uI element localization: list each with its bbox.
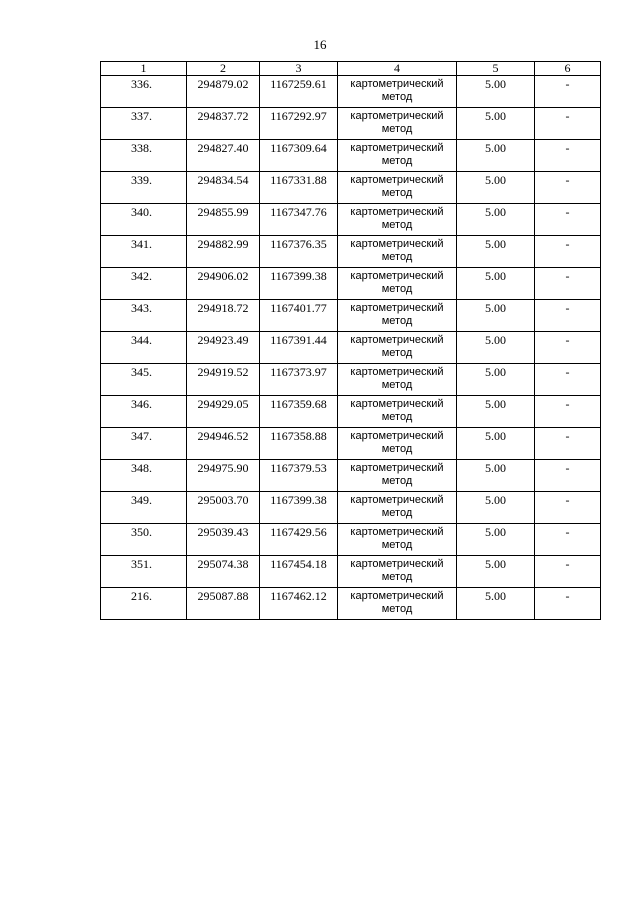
x-coordinate-cell: 294919.52: [187, 364, 260, 396]
table-row: [101, 300, 601, 332]
x-coordinate-cell: 294834.54: [187, 172, 260, 204]
accuracy-cell: 5.00: [457, 396, 535, 428]
coordinates-table: [100, 61, 601, 620]
method-cell: картометрический метод: [338, 332, 457, 364]
table-body: [101, 76, 601, 620]
description-cell: -: [535, 588, 601, 620]
description-cell: -: [535, 108, 601, 140]
y-coordinate-cell: 1167347.76: [260, 204, 338, 236]
header-cell-5: 5: [457, 62, 535, 76]
y-coordinate-cell: 1167309.64: [260, 140, 338, 172]
point-number-cell: 350.: [101, 524, 187, 556]
x-coordinate-cell: 295003.70: [187, 492, 260, 524]
accuracy-cell: 5.00: [457, 236, 535, 268]
table-row: [101, 396, 601, 428]
accuracy-cell: 5.00: [457, 460, 535, 492]
y-coordinate-cell: 1167391.44: [260, 332, 338, 364]
point-number-cell: 340.: [101, 204, 187, 236]
description-cell: -: [535, 460, 601, 492]
accuracy-cell: 5.00: [457, 588, 535, 620]
point-number-cell: 346.: [101, 396, 187, 428]
table-row: [101, 364, 601, 396]
header-cell-1: 1: [101, 62, 187, 76]
description-cell: -: [535, 332, 601, 364]
y-coordinate-cell: 1167376.35: [260, 236, 338, 268]
method-cell: картометрический метод: [338, 588, 457, 620]
table-row: [101, 236, 601, 268]
description-cell: -: [535, 172, 601, 204]
description-cell: -: [535, 492, 601, 524]
table-row: [101, 76, 601, 108]
header-cell-6: 6: [535, 62, 601, 76]
accuracy-cell: 5.00: [457, 268, 535, 300]
table-header: [101, 62, 601, 76]
description-cell: -: [535, 428, 601, 460]
y-coordinate-cell: 1167259.61: [260, 76, 338, 108]
description-cell: -: [535, 140, 601, 172]
method-cell: картометрический метод: [338, 428, 457, 460]
header-cell-3: 3: [260, 62, 338, 76]
header-row: [101, 62, 601, 76]
accuracy-cell: 5.00: [457, 140, 535, 172]
method-cell: картометрический метод: [338, 268, 457, 300]
accuracy-cell: 5.00: [457, 524, 535, 556]
table-row: [101, 108, 601, 140]
x-coordinate-cell: 294879.02: [187, 76, 260, 108]
accuracy-cell: 5.00: [457, 364, 535, 396]
x-coordinate-cell: 294837.72: [187, 108, 260, 140]
table-row: [101, 428, 601, 460]
y-coordinate-cell: 1167379.53: [260, 460, 338, 492]
page-number: 16: [313, 37, 327, 52]
accuracy-cell: 5.00: [457, 492, 535, 524]
table-row: [101, 492, 601, 524]
method-cell: картометрический метод: [338, 524, 457, 556]
y-coordinate-cell: 1167399.38: [260, 492, 338, 524]
method-cell: картометрический метод: [338, 76, 457, 108]
table-row: [101, 204, 601, 236]
accuracy-cell: 5.00: [457, 428, 535, 460]
accuracy-cell: 5.00: [457, 204, 535, 236]
accuracy-cell: 5.00: [457, 108, 535, 140]
x-coordinate-cell: 295039.43: [187, 524, 260, 556]
table-row: [101, 524, 601, 556]
y-coordinate-cell: 1167429.56: [260, 524, 338, 556]
method-cell: картометрический метод: [338, 236, 457, 268]
method-cell: картометрический метод: [338, 556, 457, 588]
accuracy-cell: 5.00: [457, 332, 535, 364]
description-cell: -: [535, 76, 601, 108]
point-number-cell: 216.: [101, 588, 187, 620]
x-coordinate-cell: 294923.49: [187, 332, 260, 364]
description-cell: -: [535, 268, 601, 300]
point-number-cell: 351.: [101, 556, 187, 588]
x-coordinate-cell: 295074.38: [187, 556, 260, 588]
description-cell: -: [535, 364, 601, 396]
y-coordinate-cell: 1167454.18: [260, 556, 338, 588]
x-coordinate-cell: 294882.99: [187, 236, 260, 268]
y-coordinate-cell: 1167292.97: [260, 108, 338, 140]
accuracy-cell: 5.00: [457, 300, 535, 332]
method-cell: картометрический метод: [338, 140, 457, 172]
point-number-cell: 344.: [101, 332, 187, 364]
y-coordinate-cell: 1167399.38: [260, 268, 338, 300]
accuracy-cell: 5.00: [457, 172, 535, 204]
table-row: [101, 332, 601, 364]
table-row: [101, 172, 601, 204]
point-number-cell: 349.: [101, 492, 187, 524]
point-number-cell: 338.: [101, 140, 187, 172]
accuracy-cell: 5.00: [457, 556, 535, 588]
y-coordinate-cell: 1167462.12: [260, 588, 338, 620]
point-number-cell: 343.: [101, 300, 187, 332]
point-number-cell: 348.: [101, 460, 187, 492]
x-coordinate-cell: 294946.52: [187, 428, 260, 460]
x-coordinate-cell: 295087.88: [187, 588, 260, 620]
x-coordinate-cell: 294918.72: [187, 300, 260, 332]
point-number-cell: 342.: [101, 268, 187, 300]
point-number-cell: 336.: [101, 76, 187, 108]
point-number-cell: 337.: [101, 108, 187, 140]
method-cell: картометрический метод: [338, 460, 457, 492]
y-coordinate-cell: 1167331.88: [260, 172, 338, 204]
table-row: [101, 460, 601, 492]
y-coordinate-cell: 1167401.77: [260, 300, 338, 332]
method-cell: картометрический метод: [338, 204, 457, 236]
table-row: [101, 556, 601, 588]
table-row: [101, 588, 601, 620]
table-row: [101, 140, 601, 172]
y-coordinate-cell: 1167358.88: [260, 428, 338, 460]
method-cell: картометрический метод: [338, 364, 457, 396]
description-cell: -: [535, 396, 601, 428]
method-cell: картометрический метод: [338, 172, 457, 204]
x-coordinate-cell: 294827.40: [187, 140, 260, 172]
x-coordinate-cell: 294906.02: [187, 268, 260, 300]
description-cell: -: [535, 556, 601, 588]
description-cell: -: [535, 300, 601, 332]
header-cell-4: 4: [338, 62, 457, 76]
y-coordinate-cell: 1167373.97: [260, 364, 338, 396]
header-cell-2: 2: [187, 62, 260, 76]
point-number-cell: 339.: [101, 172, 187, 204]
x-coordinate-cell: 294975.90: [187, 460, 260, 492]
x-coordinate-cell: 294929.05: [187, 396, 260, 428]
y-coordinate-cell: 1167359.68: [260, 396, 338, 428]
method-cell: картометрический метод: [338, 492, 457, 524]
point-number-cell: 341.: [101, 236, 187, 268]
description-cell: -: [535, 524, 601, 556]
method-cell: картометрический метод: [338, 396, 457, 428]
table-row: [101, 268, 601, 300]
point-number-cell: 345.: [101, 364, 187, 396]
description-cell: -: [535, 236, 601, 268]
method-cell: картометрический метод: [338, 108, 457, 140]
description-cell: -: [535, 204, 601, 236]
point-number-cell: 347.: [101, 428, 187, 460]
x-coordinate-cell: 294855.99: [187, 204, 260, 236]
accuracy-cell: 5.00: [457, 76, 535, 108]
method-cell: картометрический метод: [338, 300, 457, 332]
